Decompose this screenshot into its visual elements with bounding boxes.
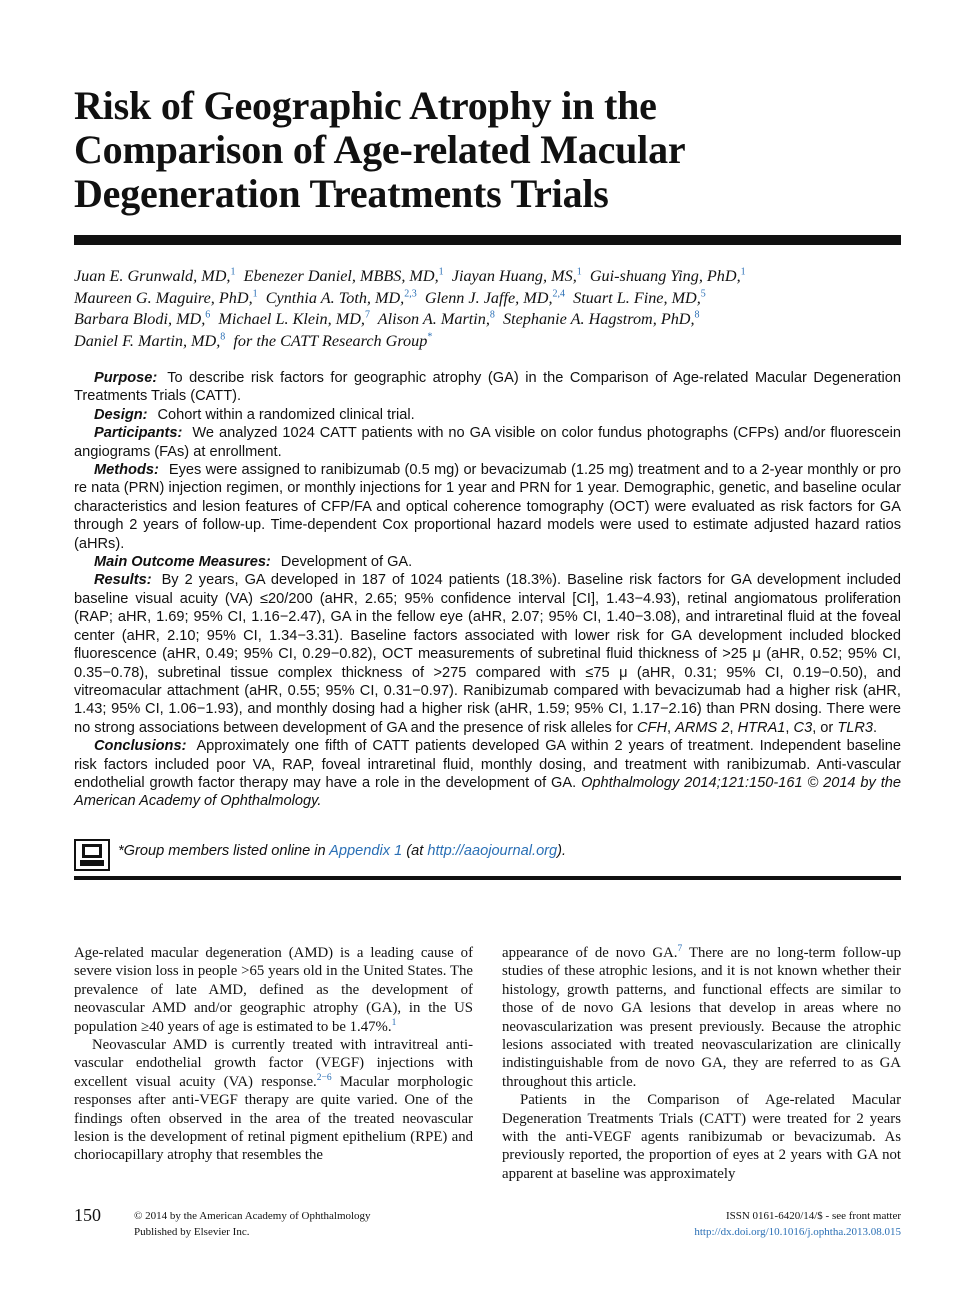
body-column-left (74, 944, 473, 1165)
affiliation-link[interactable]: 1 (230, 266, 236, 278)
abstract-outcome (74, 553, 901, 571)
author-name: Gui-shuang Ying, PhD, (589, 267, 741, 285)
citation: Ophthalmology 2014;121:150-161 © 2014 by the American Academy of Ophthalmology. (74, 774, 901, 810)
author-name: Alison A. Martin, (377, 310, 490, 328)
abstract-divider (74, 876, 901, 880)
page-number: 150 (74, 1205, 101, 1225)
author-list (74, 266, 904, 352)
title-line: Degeneration Treatments Trials (74, 171, 609, 216)
affiliation-link[interactable]: 6 (205, 309, 211, 321)
section-label: Purpose: (94, 370, 158, 386)
author-name: Barbara Blodi, MD, (74, 310, 206, 328)
gene-name: ARMS 2 (675, 719, 730, 736)
abstract-conclusions (74, 737, 901, 811)
author-line (74, 266, 904, 288)
body-paragraph (74, 1036, 473, 1165)
body-paragraph (502, 944, 901, 1091)
author-name: Jiayan Huang, MS, (451, 267, 577, 285)
author-line (74, 288, 904, 310)
separator: , (729, 719, 738, 736)
affiliation-link[interactable]: 8 (694, 309, 700, 321)
section-label: Main Outcome Measures: (94, 554, 271, 571)
paragraph-text: There are no long-term follow-up studies of these atrophic lesions, and it is not known whether their histology, growth patterns, and functional effects are similar to those of de novo GA lesions that develop in areas where no neovascularization was present previously. Because the atrophic lesions associated with treated neovascularization are clinically indistinguishable from de novo GA, they are referred to as GA throughout this article. (502, 945, 901, 1090)
article-title (74, 84, 874, 216)
body-paragraph (502, 1091, 901, 1183)
note-mid: (at (402, 843, 428, 859)
group-members-note (118, 843, 566, 859)
abstract-purpose (74, 369, 901, 406)
affiliation-link[interactable]: 1 (438, 266, 444, 278)
reference-link[interactable]: 7 (677, 944, 683, 955)
title-divider (74, 235, 901, 245)
author-name: Glenn J. Jaffe, MD, (424, 288, 553, 307)
research-group: for the CATT Research Group (233, 331, 428, 350)
separator: . (873, 719, 878, 736)
abstract-participants (74, 424, 901, 461)
note-prefix: *Group members listed online in (118, 843, 330, 859)
affiliation-link[interactable]: 1 (252, 288, 258, 300)
author-name: Stuart L. Fine, MD, (573, 288, 701, 307)
body-column-right (502, 944, 901, 1183)
journal-url-link[interactable]: http://aaojournal.org (427, 843, 558, 859)
separator: , or (812, 719, 838, 736)
reference-link[interactable]: 2−6 (316, 1072, 332, 1083)
group-footnote-link[interactable]: * (427, 331, 433, 343)
affiliation-link[interactable]: 8 (220, 331, 226, 343)
author-name: Cynthia A. Toth, MD, (265, 288, 405, 307)
paragraph-text: Neovascular AMD is currently treated with intravitreal anti-vascular endothelial growth factor (VEGF) injections with excellent visual acuity (VA) response. (74, 1037, 473, 1090)
abstract (74, 369, 901, 811)
paragraph-text: Patients in the Comparison of Age-related Macular Degeneration Treatments Trials (CATT) were treated for 2 years with the anti-VEGF agents ranibizumab or bevacizumab. As previously reported, the proportion of eyes at 2 years with GA not apparent at baseline was approximately (502, 1092, 901, 1182)
section-label: Methods: (94, 462, 159, 479)
note-suffix: ). (557, 843, 567, 859)
title-line: Comparison of Age-related Macular (74, 127, 686, 172)
affiliation-link[interactable]: 8 (489, 309, 495, 321)
monitor-icon (74, 839, 110, 871)
affiliation-link[interactable]: 2,3 (404, 288, 417, 300)
affiliation-link[interactable]: 1 (576, 266, 582, 278)
author-name: Juan E. Grunwald, MD, (74, 267, 231, 285)
affiliation-link[interactable]: 7 (364, 309, 370, 321)
gene-name: HTRA1 (737, 719, 786, 736)
author-name: Daniel F. Martin, MD, (74, 331, 221, 350)
author-name: Maureen G. Maguire, PhD, (74, 288, 253, 307)
gene-name: CFH (637, 719, 668, 736)
section-text: Eyes were assigned to ranibizumab (0.5 mg) or bevacizumab (1.25 mg) treatment and to a 2-year monthly or pro re nata (PRN) injection regimen, or monthly injections for 1 year and PRN for 1 year. Demographic, genetic, and baseline ocular characteristics and lesion features of CFP/FA and optical coherence tomography (OCT) were evaluated as risk factors for GA through 2 years of follow-up. Time-dependent Cox proportional hazard models were used to estimate adjusted hazard ratios (aHRs). (74, 462, 901, 552)
author-line (74, 331, 904, 353)
author-name: Michael L. Klein, MD, (218, 310, 365, 328)
publisher-line: Published by Elsevier Inc. (134, 1226, 250, 1238)
page-footer (74, 1205, 901, 1245)
separator: , (667, 719, 676, 736)
section-text: We analyzed 1024 CATT patients with no GA visible on color fundus photographs (CFPs) and/or fluorescein angiograms (FAs) at enrollment. (74, 425, 901, 460)
issn-line: ISSN 0161-6420/14/$ - see front matter (725, 1210, 901, 1222)
separator: , (785, 719, 794, 736)
doi-link[interactable]: http://dx.doi.org/10.1016/j.ophtha.2013.08.015 (694, 1226, 901, 1238)
section-text: Development of GA. (280, 554, 413, 571)
gene-name: C3 (793, 719, 813, 736)
affiliation-link[interactable]: 2,4 (552, 288, 565, 300)
section-text: To describe risk factors for geographic atrophy (GA) in the Comparison of Age-related Macular Degeneration Treatments Trials (CATT). (74, 370, 901, 405)
section-label: Results: (94, 572, 152, 589)
affiliation-link[interactable]: 1 (740, 266, 746, 278)
section-label: Design: (94, 406, 148, 423)
title-line: Risk of Geographic Atrophy in the (74, 83, 657, 128)
group-note-row (74, 837, 901, 877)
author-name: Stephanie A. Hagstrom, PhD, (503, 310, 695, 328)
abstract-results (74, 571, 901, 737)
paragraph-text: appearance of de novo GA. (502, 945, 678, 961)
section-label: Conclusions: (94, 738, 187, 755)
section-text: Cohort within a randomized clinical trial. (157, 406, 415, 423)
paragraph-text: Macular morphologic responses after anti-VEGF therapy are quite varied. One of the findings often observed in the area of the treated neovascular lesion is the development of retinal pigment epithelium (RPE) and choriocapillary atrophy that resembles the (74, 1073, 473, 1164)
reference-link[interactable]: 1 (391, 1017, 397, 1028)
section-text: Approximately one fifth of CATT patients developed GA within 2 years of treatment. Independent baseline risk factors included poor VA, RAP, foveal intraretinal fluid, monthly dosing, and treatment with ranibizumab. Anti-vascular endothelial growth factor therapy may have a role in the development of GA. (74, 738, 901, 791)
section-label: Participants: (94, 425, 183, 442)
copyright-line: © 2014 by the American Academy of Ophthalmology (134, 1210, 371, 1222)
author-name: Ebenezer Daniel, MBBS, MD, (243, 267, 439, 285)
gene-name: TLR3 (837, 719, 874, 736)
affiliation-link[interactable]: 5 (700, 288, 706, 300)
author-line (74, 309, 904, 331)
abstract-methods (74, 461, 901, 553)
section-text: By 2 years, GA developed in 187 of 1024 patients (18.3%). Baseline risk factors for GA development included baseline visual acuity (VA) ≤20/200 (aHR, 2.65; 95% confidence interval [CI], 1.43−4.93), retinal angiomatous proliferation (RAP; aHR, 1.69; 95% CI, 1.16−2.47), GA in the fellow eye (aHR, 2.07; 95% CI, 1.40−3.08), and intraretinal fluid at the foveal center (aHR, 2.10; 95% CI, 1.34−3.31). Baseline factors associated with lower risk for GA development included blocked fluorescence (aHR, 0.49; 95% CI, 0.29−0.82), OCT measurements of subretinal fluid thickness of >25 μ (aHR, 0.52; 95% CI, 0.35−0.78), subretinal tissue complex thickness of >275 compared with ≤75 μ (aHR, 0.31; 95% CI, 0.19−0.50), and vitreomacular attachment (aHR, 0.55; 95% CI, 0.31−0.97). Ranibizumab compared with bevacizumab had a higher risk (aHR, 1.43; 95% CI, 1.06−1.93), and monthly dosing had a higher risk (aHR, 1.59; 95% CI, 1.17−2.16) than PRN dosing. There were no strong associations between development of GA and the presence of risk alleles for (74, 572, 901, 736)
abstract-design (74, 406, 901, 424)
paragraph-text: Age-related macular degeneration (AMD) is a leading cause of severe vision loss in people >65 years old in the United States. The prevalence of late AMD, defined as the development of neovascular AMD and/or geographic atrophy (GA), in the US population ≥40 years of age is estimated to be 1.47%. (74, 945, 473, 1035)
body-paragraph (74, 944, 473, 1036)
appendix-link[interactable]: Appendix 1 (329, 843, 403, 859)
